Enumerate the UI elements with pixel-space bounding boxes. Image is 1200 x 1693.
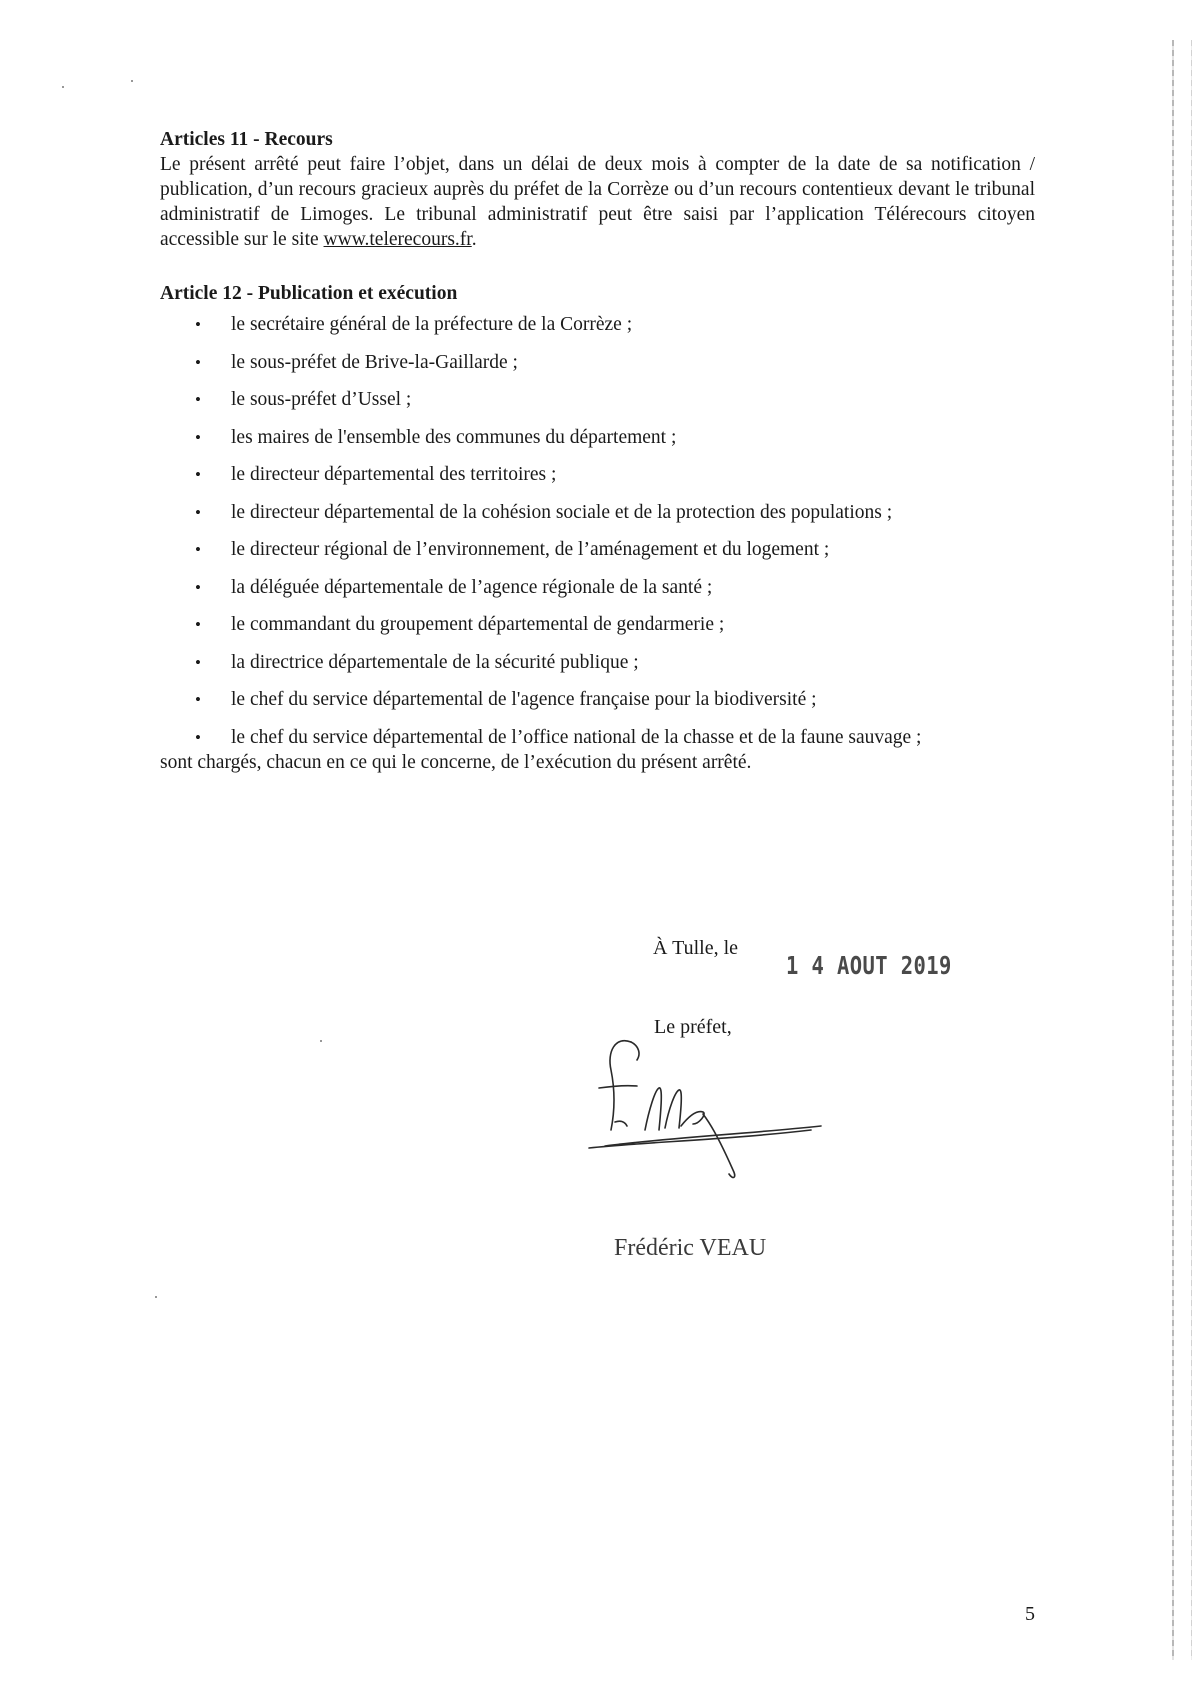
article-12-closing: sont chargés, chacun en ce qui le concerne, de l’exécution du présent arrêté. bbox=[160, 751, 752, 773]
article-11-title: Articles 11 - Recours bbox=[160, 129, 333, 150]
article-11-end: . bbox=[471, 229, 477, 250]
list-item: • le directeur départemental de la cohésion sociale et de la protection des populations ; bbox=[160, 500, 1035, 525]
article-11-body: Le présent arrêté peut faire l’objet, dans un délai de deux mois à compter de la date de sa notification / publication, d’un recours gracieux auprès du préfet de la Corrèze ou d’un recours contentieux devant le tribunal administratif de Limoges. Le tribunal administratif peut être saisi par l’application Télérecours citoyen accessible sur le site bbox=[160, 154, 1035, 250]
scan-edge-line-outer bbox=[1191, 40, 1192, 1660]
list-item: • le directeur départemental des territoires ; bbox=[160, 462, 1035, 487]
list-item: • les maires de l'ensemble des communes du département ; bbox=[160, 425, 1035, 450]
document-body bbox=[160, 127, 1035, 775]
list-item: • le commandant du groupement départemental de gendarmerie ; bbox=[160, 612, 1035, 637]
article-12-title: Article 12 - Publication et exécution bbox=[160, 283, 458, 304]
handwritten-signature bbox=[585, 1030, 825, 1180]
article-11 bbox=[160, 127, 1035, 252]
list-item: • le secrétaire général de la préfecture de la Corrèze ; bbox=[160, 312, 1035, 337]
telerecours-link[interactable]: www.telerecours.fr bbox=[323, 229, 472, 250]
scan-speck bbox=[62, 86, 64, 88]
article-12 bbox=[160, 281, 1035, 775]
scan-speck bbox=[131, 80, 133, 82]
list-item: • le directeur régional de l’environnement, de l’aménagement et du logement ; bbox=[160, 537, 1035, 562]
page-number: 5 bbox=[1025, 1603, 1035, 1625]
list-item: • le chef du service départemental de l'agence française pour la biodiversité ; bbox=[160, 687, 1035, 712]
list-item: • le sous-préfet de Brive-la-Gaillarde ; bbox=[160, 350, 1035, 375]
list-item: • le sous-préfet d’Ussel ; bbox=[160, 387, 1035, 412]
list-item: • le chef du service départemental de l’office national de la chasse et de la faune sauvage ; bbox=[160, 725, 1035, 750]
signer-name: Frédéric VEAU bbox=[614, 1235, 767, 1261]
scan-edge-line bbox=[1172, 40, 1174, 1660]
article-11-text bbox=[160, 152, 1035, 252]
list-item: • la directrice départementale de la sécurité publique ; bbox=[160, 650, 1035, 675]
scan-speck bbox=[320, 1040, 322, 1042]
scan-speck bbox=[155, 1296, 157, 1298]
signer-role: Le préfet, bbox=[654, 1016, 732, 1038]
signing-place: À Tulle, le bbox=[653, 937, 739, 959]
date-stamp: 1 4 AOUT 2019 bbox=[786, 951, 952, 980]
list-item: • la déléguée départementale de l’agence régionale de la santé ; bbox=[160, 575, 1035, 600]
executors-list bbox=[160, 312, 1035, 750]
